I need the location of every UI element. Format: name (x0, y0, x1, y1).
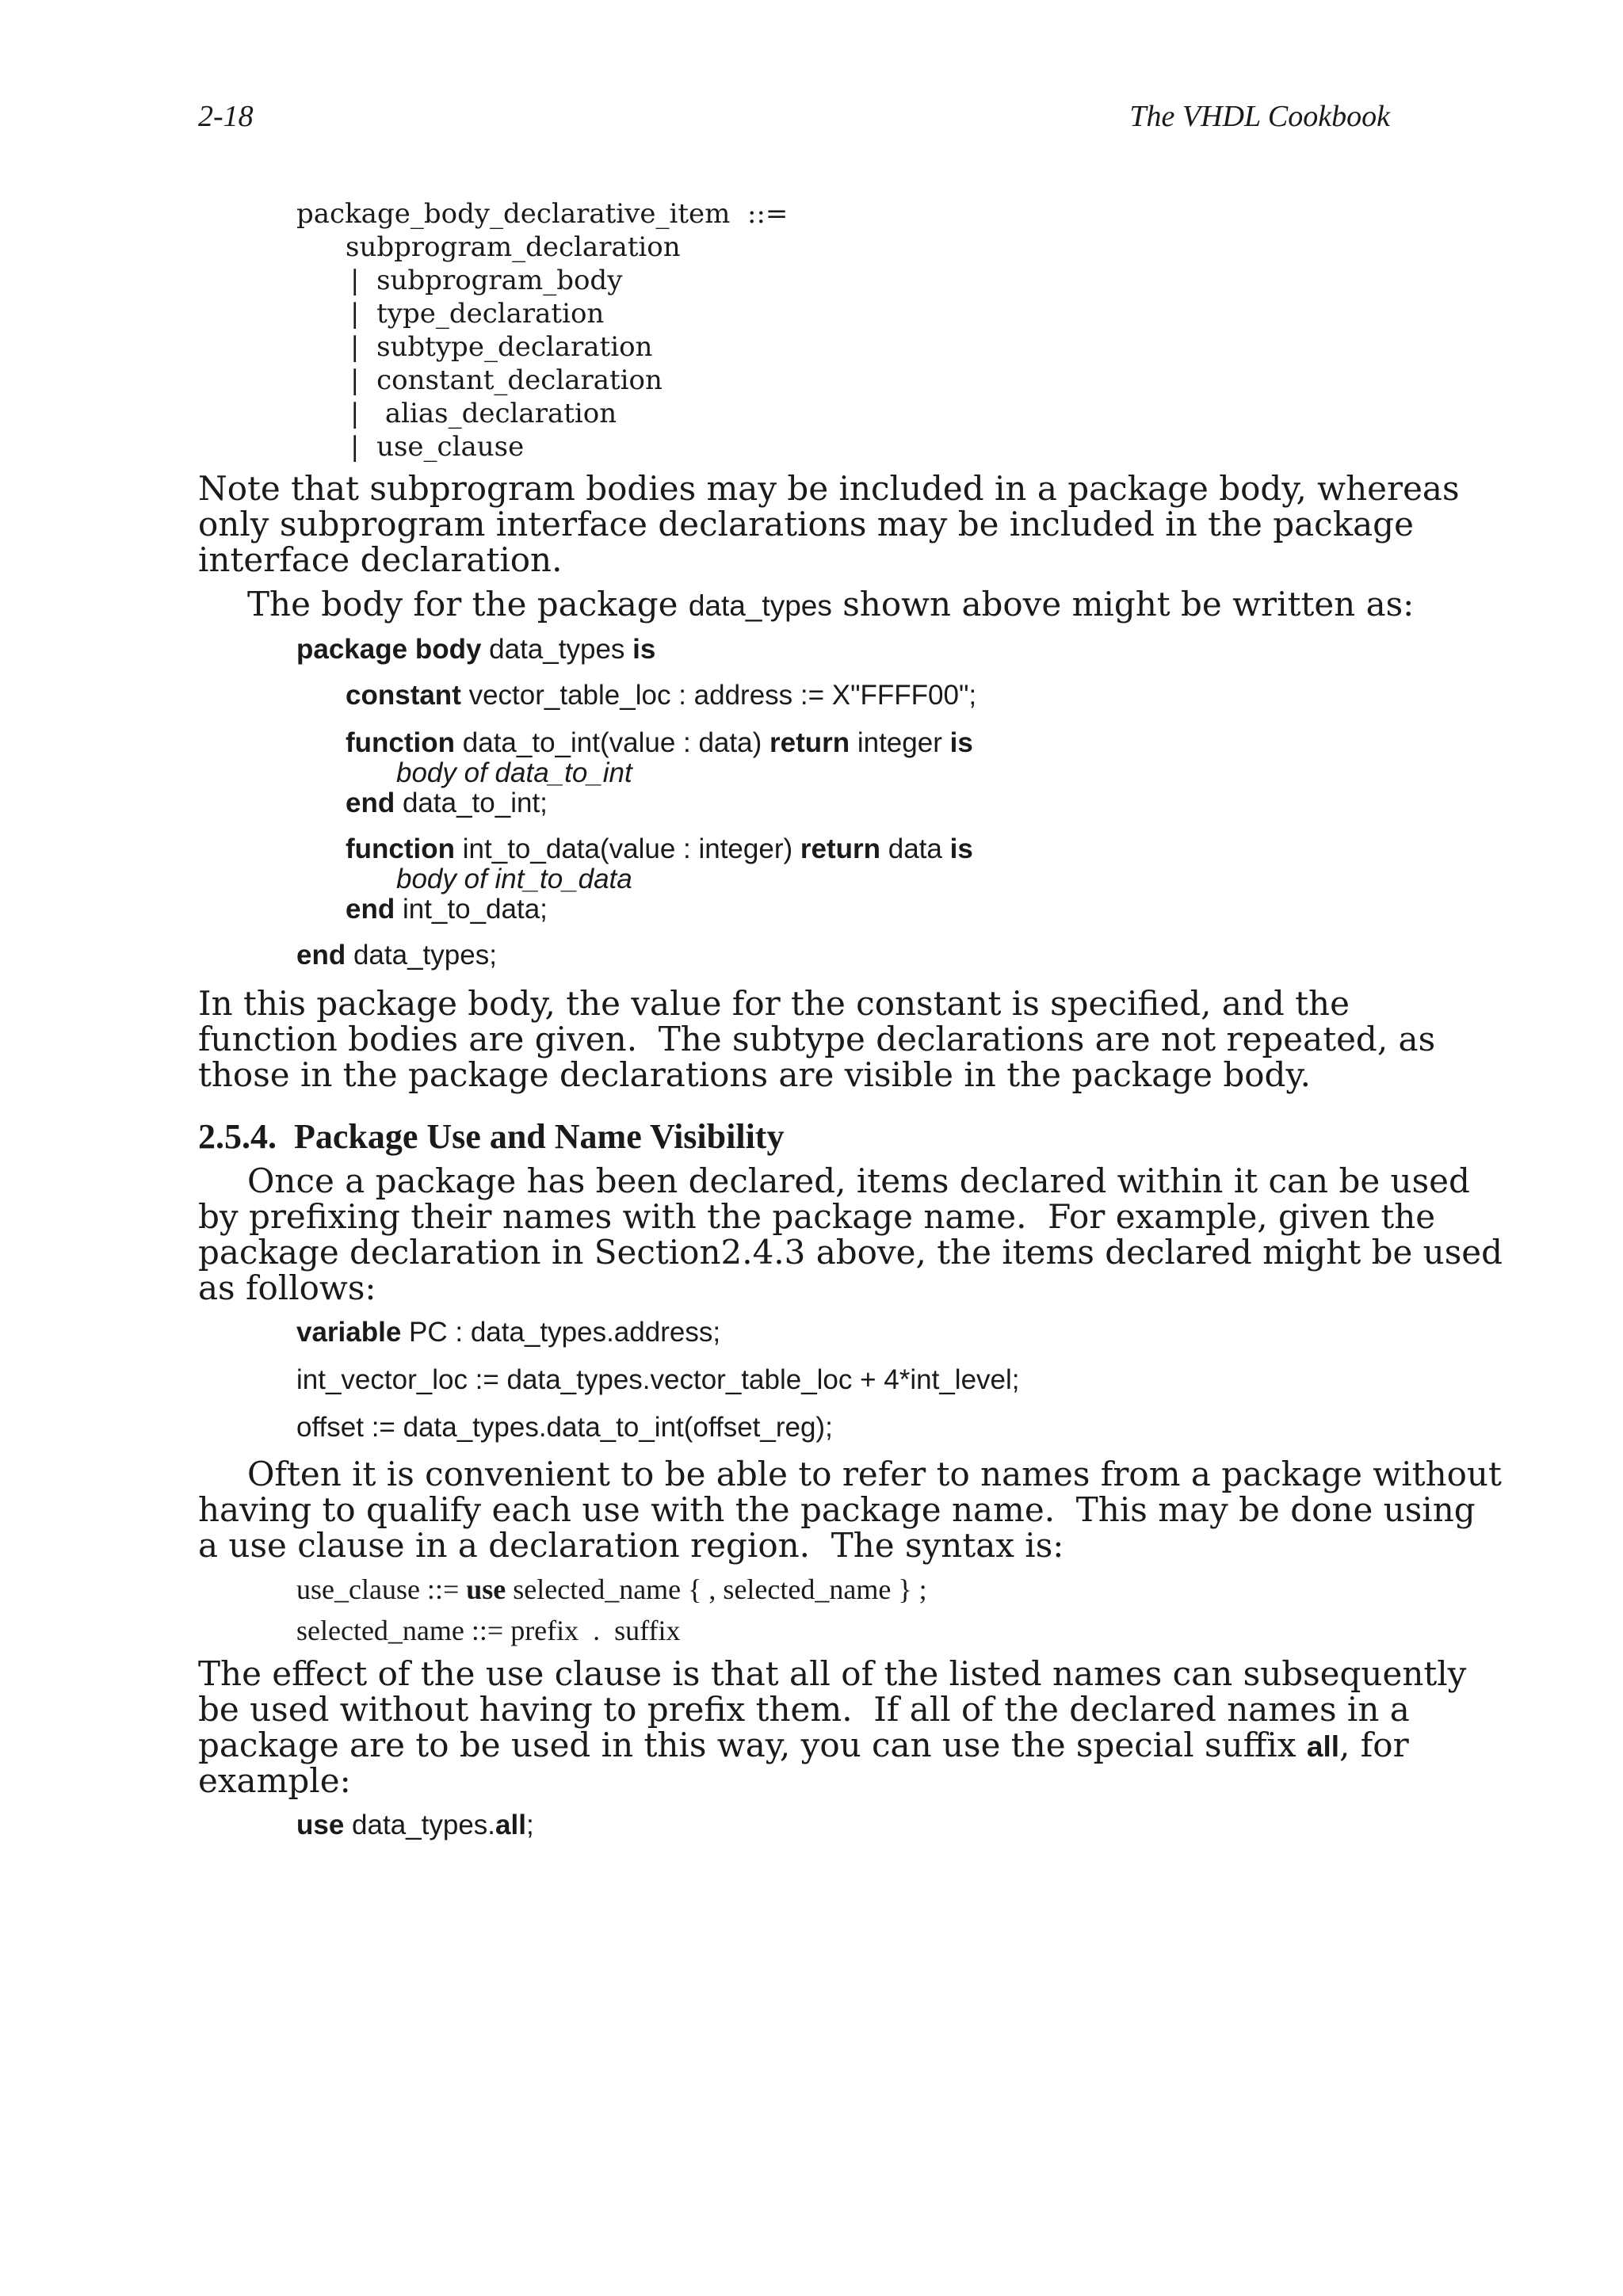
running-title: The VHDL Cookbook (1129, 100, 1390, 133)
code-line: offset := data_types.data_to_int(offset_reg); (296, 1412, 833, 1443)
code-text: data_to_int(value : data) (462, 727, 762, 758)
keyword: function (346, 833, 456, 864)
keyword: variable (296, 1317, 402, 1348)
text-line: In this package body, the value for the constant is specified, and the (198, 984, 1350, 1023)
code-placeholder: body of int_to_data (396, 864, 632, 894)
grammar-line: | subtype_declaration (350, 331, 653, 363)
code-text: integer (857, 727, 942, 758)
grammar-line: | alias_declaration (350, 398, 617, 429)
text-line: Note that subprogram bodies may be included in a package body, whereas (198, 469, 1460, 508)
keyword: return (800, 833, 881, 864)
text-line: function bodies are given. The subtype declarations are not repeated, as (198, 1020, 1436, 1058)
code-text: data_types. (352, 1810, 496, 1840)
code-line (346, 833, 973, 865)
paragraph-body-intro (247, 586, 1414, 624)
code-text: data_types; (353, 940, 497, 971)
keyword: is (949, 727, 973, 758)
keyword: end (296, 940, 346, 971)
grammar-line: | constant_declaration (350, 364, 663, 396)
text-line: by prefixing their names with the package name. For example, given the (198, 1197, 1436, 1236)
code-line (296, 940, 497, 971)
syntax-text: selected_name { , selected_name } ; (506, 1573, 927, 1605)
section-heading (198, 1117, 784, 1157)
grammar-line: | use_clause (350, 431, 525, 463)
text-line: only subprogram interface declarations may be included in the package (198, 505, 1414, 543)
text-line: Often it is convenient to be able to refer to names from a package without (247, 1455, 1502, 1493)
page-number: 2-18 (198, 100, 254, 133)
text-line: be used without having to prefix them. If all of the declared names in a (198, 1690, 1410, 1729)
keyword: all (495, 1810, 526, 1840)
keyword: use (466, 1573, 506, 1605)
text-span: The body for the package (247, 585, 689, 624)
syntax-text: use_clause ::= (296, 1573, 467, 1605)
text-line: interface declaration. (198, 540, 563, 579)
code-text: PC : data_types.address; (409, 1317, 721, 1348)
text-line: a use clause in a declaration region. The syntax is: (198, 1526, 1064, 1565)
code-text: data (888, 833, 942, 864)
code-text: data_types (489, 634, 625, 665)
keyword: function (346, 727, 456, 758)
code-line (296, 634, 655, 666)
text-line: having to qualify each use with the package name. This may be done using (198, 1490, 1476, 1529)
code-text: int_to_data(value : integer) (462, 833, 793, 864)
keyword: use (296, 1810, 345, 1840)
text-line (198, 1727, 1409, 1764)
text-line: as follows: (198, 1268, 376, 1307)
keyword: end (346, 894, 395, 925)
keyword: return (769, 727, 850, 758)
grammar-line: package_body_declarative_item ::= (296, 198, 789, 230)
text-span: , for (1339, 1726, 1409, 1764)
keyword: package (296, 634, 408, 665)
code-line (346, 680, 976, 711)
inline-code: all (1306, 1730, 1340, 1763)
text-line: Once a package has been declared, items declared within it can be used (247, 1161, 1470, 1200)
section-number: 2.5.4. (198, 1117, 277, 1156)
keyword: is (632, 634, 656, 665)
keyword: end (346, 788, 395, 818)
code-text: ; (525, 1810, 534, 1840)
text-span: shown above might be written as: (831, 585, 1415, 624)
code-line (296, 1317, 720, 1348)
grammar-line: | subprogram_body (350, 265, 623, 296)
text-span: package are to be used in this way, you can use the special suffix (198, 1726, 1307, 1764)
code-placeholder: body of data_to_int (396, 757, 632, 788)
grammar-line: subprogram_declaration (346, 231, 681, 263)
syntax-line: selected_name ::= prefix . suffix (296, 1615, 681, 1646)
code-line (346, 894, 548, 925)
code-text: vector_table_loc : address := X"FFFF00"; (468, 680, 977, 711)
keyword: constant (346, 680, 461, 711)
text-line: The effect of the use clause is that all of the listed names can subsequently (198, 1654, 1467, 1693)
text-line: those in the package declarations are visible in the package body. (198, 1055, 1311, 1094)
code-text: int_to_data; (402, 894, 548, 925)
syntax-line (296, 1572, 927, 1607)
code-text: data_to_int; (402, 788, 548, 818)
text-line: package declaration in Section2.4.3 above, the items declared might be used (198, 1233, 1503, 1272)
code-block-use-all (296, 1810, 534, 1841)
code-line (346, 788, 548, 819)
keyword: body (414, 634, 482, 665)
code-line (346, 727, 973, 759)
keyword: is (949, 833, 973, 864)
code-line: int_vector_loc := data_types.vector_table_loc + 4*int_level; (296, 1364, 1020, 1395)
grammar-line: | type_declaration (350, 298, 605, 330)
text-line: example: (198, 1761, 351, 1800)
inline-code: data_types (688, 589, 832, 622)
section-title: Package Use and Name Visibility (294, 1117, 785, 1156)
